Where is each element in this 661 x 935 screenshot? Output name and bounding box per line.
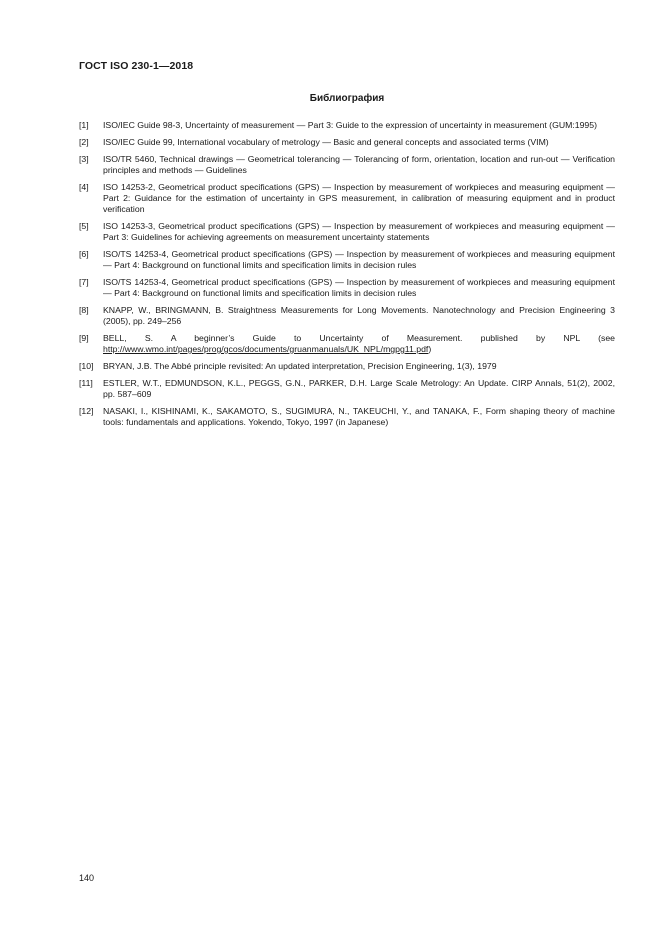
npl-guide-link[interactable]: http://www.wmo.int/pages/prog/gcos/documents/gruanmanuals/UK_NPL/mgpg11.pdf bbox=[103, 344, 429, 354]
reference-number: [8] bbox=[79, 305, 89, 315]
reference-item-6 bbox=[79, 249, 615, 271]
reference-item-8 bbox=[79, 305, 615, 327]
reference-number: [3] bbox=[79, 154, 89, 164]
reference-item-3 bbox=[79, 154, 615, 176]
reference-text: ISO/TR 5460, Technical drawings — Geometrical tolerancing — Tolerancing of form, orientation, location and run-out — Verification principles and methods — Guidelines bbox=[103, 154, 615, 175]
reference-item-10 bbox=[79, 361, 615, 372]
reference-number: [1] bbox=[79, 120, 89, 130]
reference-number: [12] bbox=[79, 406, 94, 416]
reference-text-before-link: BELL, S. A beginner’s Guide to Uncertainty of Measurement. published by NPL (see bbox=[103, 333, 615, 343]
document-header-id: ГОСТ ISO 230-1—2018 bbox=[79, 60, 194, 72]
reference-text: ISO 14253-2, Geometrical product specifications (GPS) — Inspection by measurement of workpieces and measuring equipment — Part 2: Guidance for the estimation of uncertainty in GPS measurement, in calibration of measuring equipment and in product verification bbox=[103, 182, 615, 214]
reference-item-12 bbox=[79, 406, 615, 428]
reference-text: ISO 14253-3, Geometrical product specifications (GPS) — Inspection by measurement of workpieces and measuring equipment — Part 3: Guidelines for achieving agreements on measurement uncertainty statements bbox=[103, 221, 615, 242]
reference-number: [5] bbox=[79, 221, 89, 231]
reference-text: BRYAN, J.B. The Abbé principle revisited: An updated interpretation, Precision Engineering, 1(3), 1979 bbox=[103, 361, 497, 371]
page-number: 140 bbox=[79, 873, 95, 883]
reference-text: ISO/IEC Guide 99, International vocabulary of metrology — Basic and general concepts and associated terms (VIM) bbox=[103, 137, 549, 147]
reference-number: [9] bbox=[79, 333, 89, 343]
reference-item-4 bbox=[79, 182, 615, 215]
reference-item-5 bbox=[79, 221, 615, 243]
reference-number: [6] bbox=[79, 249, 89, 259]
reference-text: KNAPP, W., BRINGMANN, B. Straightness Measurements for Long Movements. Nanotechnology and Precision Engineering 3 (2005), pp. 249–256 bbox=[103, 305, 615, 326]
reference-item-7 bbox=[79, 277, 615, 299]
reference-text: ESTLER, W.T., EDMUNDSON, K.L., PEGGS, G.N., PARKER, D.H. Large Scale Metrology: An Update. CIRP Annals, 51(2), 2002, pp. 587–609 bbox=[103, 378, 615, 399]
reference-number: [2] bbox=[79, 137, 89, 147]
reference-item-11 bbox=[79, 378, 615, 400]
reference-text-after-link: ) bbox=[428, 344, 432, 354]
reference-number: [7] bbox=[79, 277, 89, 287]
bibliography-list bbox=[79, 120, 615, 434]
reference-item-9 bbox=[79, 333, 615, 355]
reference-item-1 bbox=[79, 120, 615, 131]
reference-text: ISO/IEC Guide 98-3, Uncertainty of measurement — Part 3: Guide to the expression of uncertainty in measurement (GUM:1995) bbox=[103, 120, 597, 130]
reference-text: ISO/TS 14253-4, Geometrical product specifications (GPS) — Inspection by measurement of workpieces and measuring equipment — Part 4: Background on functional limits and specification limits in decision rules bbox=[103, 277, 615, 298]
reference-text: NASAKI, I., KISHINAMI, K., SAKAMOTO, S., SUGIMURA, N., TAKEUCHI, Y., and TANAKA, F., Form shaping theory of machine tools: fundamentals and applications. Yokendo, Tokyo, 1997 (in Japanese) bbox=[103, 406, 615, 427]
reference-number: [10] bbox=[79, 361, 94, 371]
reference-text: ISO/TS 14253-4, Geometrical product specifications (GPS) — Inspection by measurement of workpieces and measuring equipment — Part 4: Background on functional limits and specification limits in decision rules bbox=[103, 249, 615, 270]
reference-text bbox=[103, 333, 615, 355]
reference-number: [4] bbox=[79, 182, 89, 192]
bibliography-title: Библиография bbox=[309, 93, 385, 104]
reference-number: [11] bbox=[79, 378, 93, 388]
reference-item-2 bbox=[79, 137, 615, 148]
